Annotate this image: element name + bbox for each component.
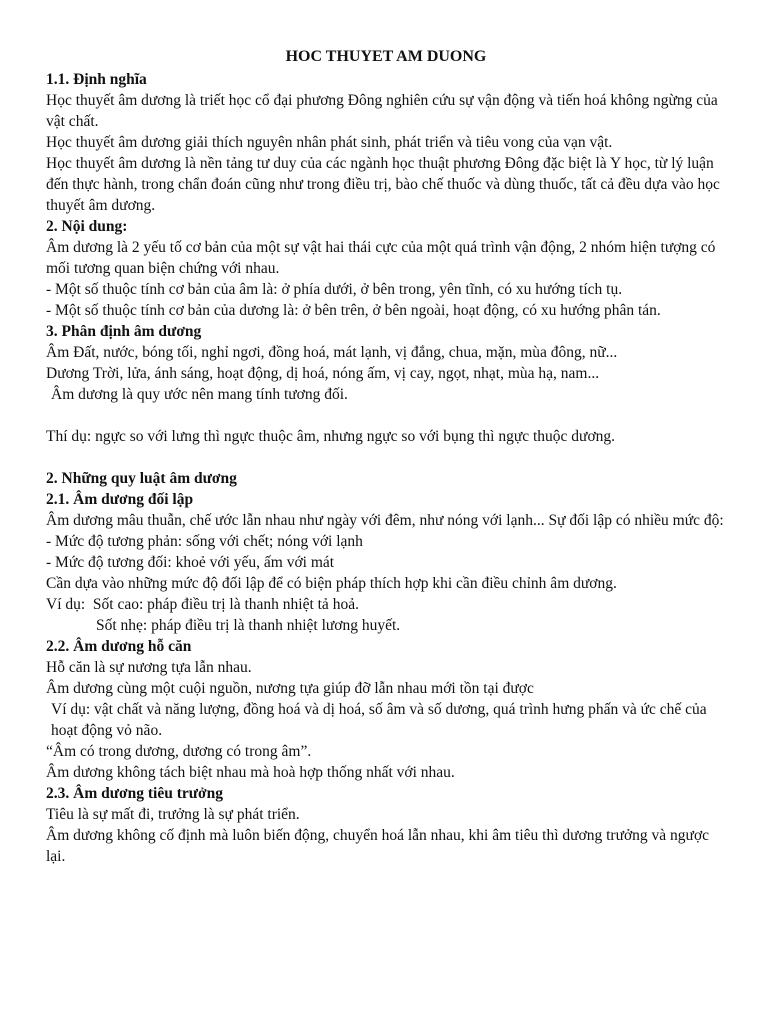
quote-line: “Âm có trong dương, dương có trong âm”. — [46, 743, 312, 760]
list-item: - Một số thuộc tính cơ bản của dương là: ở bên trên, ở bên ngoài, hoạt động, có xu hướng phân tán. — [46, 302, 661, 319]
paragraph: Học thuyết âm dương là triết học cổ đại phương Đông nghiên cứu sự vận động và tiến hoá không ngừng của vật chất. — [46, 92, 718, 130]
paragraph: Âm dương mâu thuẫn, chế ước lẫn nhau như ngày với đêm, như nóng với lạnh... Sự đối lập có nhiều mức độ: — [46, 512, 724, 529]
paragraph: Học thuyết âm dương giải thích nguyên nhân phát sinh, phát triển và tiêu vong của vạn vật. — [46, 134, 613, 151]
spacer — [46, 447, 726, 468]
paragraph: Âm dương là 2 yếu tố cơ bản của một sự vật hai thái cực của một quá trình vận động, 2 nhóm hiện tượng có mối tương quan biện chứng với nhau. — [46, 239, 716, 277]
paragraph: Học thuyết âm dương là nền tảng tư duy của các ngành học thuật phương Đông đặc biệt là Y học, từ lý luận đến thực hành, trong chẩn đoán cũng như trong điều trị, bào chế thuốc và dùng thuốc, tất cả đều dựa vào học thuyết âm dương. — [46, 155, 720, 214]
paragraph: Âm dương cùng một cuội nguồn, nương tựa giúp đỡ lẫn nhau mới tồn tại được — [46, 680, 534, 697]
section-heading-definition: 1.1. Định nghĩa — [46, 71, 147, 88]
list-item: - Mức độ tương phản: sống với chết; nóng với lạnh — [46, 533, 363, 550]
paragraph: Âm dương không tách biệt nhau mà hoà hợp thống nhất với nhau. — [46, 764, 455, 781]
list-item: - Một số thuộc tính cơ bản của âm là: ở phía dưới, ở bên trong, yên tĩnh, có xu hướng tích tụ. — [46, 281, 623, 298]
document-body — [46, 46, 726, 867]
subsection-heading-interdependence: 2.2. Âm dương hỗ căn — [46, 638, 192, 655]
section-heading-classification: 3. Phân định âm dương — [46, 323, 202, 340]
paragraph: Thí dụ: ngực so với lưng thì ngực thuộc âm, nhưng ngực so với bụng thì ngực thuộc dương. — [46, 428, 616, 445]
list-item: - Mức độ tương đối: khoẻ với yếu, ấm với mát — [46, 554, 335, 571]
paragraph: Dương Trời, lửa, ánh sáng, hoạt động, dị hoá, nóng ấm, vị cay, ngọt, nhạt, mùa hạ, nam... — [46, 365, 600, 382]
paragraph: Cần dựa vào những mức độ đối lập để có biện pháp thích hợp khi cần điều chỉnh âm dương. — [46, 575, 617, 592]
paragraph: Ví dụ: vật chất và năng lượng, đồng hoá và dị hoá, số âm và số dương, quá trình hưng phấn và ức chế của hoạt động vỏ não. — [51, 701, 707, 739]
subsection-heading-opposition: 2.1. Âm dương đối lập — [46, 491, 194, 508]
section-heading-laws: 2. Những quy luật âm dương — [46, 470, 237, 487]
spacer — [46, 405, 726, 426]
document-title: HOC THUYET AM DUONG — [285, 48, 487, 65]
paragraph: Âm dương không cố định mà luôn biến động, chuyển hoá lẫn nhau, khi âm tiêu thì dương trưởng và ngược lại. — [46, 827, 710, 865]
subsection-heading-growth-decline: 2.3. Âm dương tiêu trưởng — [46, 785, 223, 802]
paragraph: Âm dương là quy ước nên mang tính tương đối. — [51, 386, 348, 403]
example-line: Ví dụ: Sốt cao: pháp điều trị là thanh nhiệt tả hoả. — [46, 596, 359, 613]
paragraph: Tiêu là sự mất đi, trưởng là sự phát triển. — [46, 806, 300, 823]
paragraph: Hỗ căn là sự nương tựa lẫn nhau. — [46, 659, 252, 676]
example-line: Sốt nhẹ: pháp điều trị là thanh nhiệt lương huyết. — [96, 617, 401, 634]
section-heading-content: 2. Nội dung: — [46, 218, 128, 235]
paragraph: Âm Đất, nước, bóng tối, nghỉ ngơi, đồng hoá, mát lạnh, vị đắng, chua, mặn, mùa đông, nữ... — [46, 344, 618, 361]
